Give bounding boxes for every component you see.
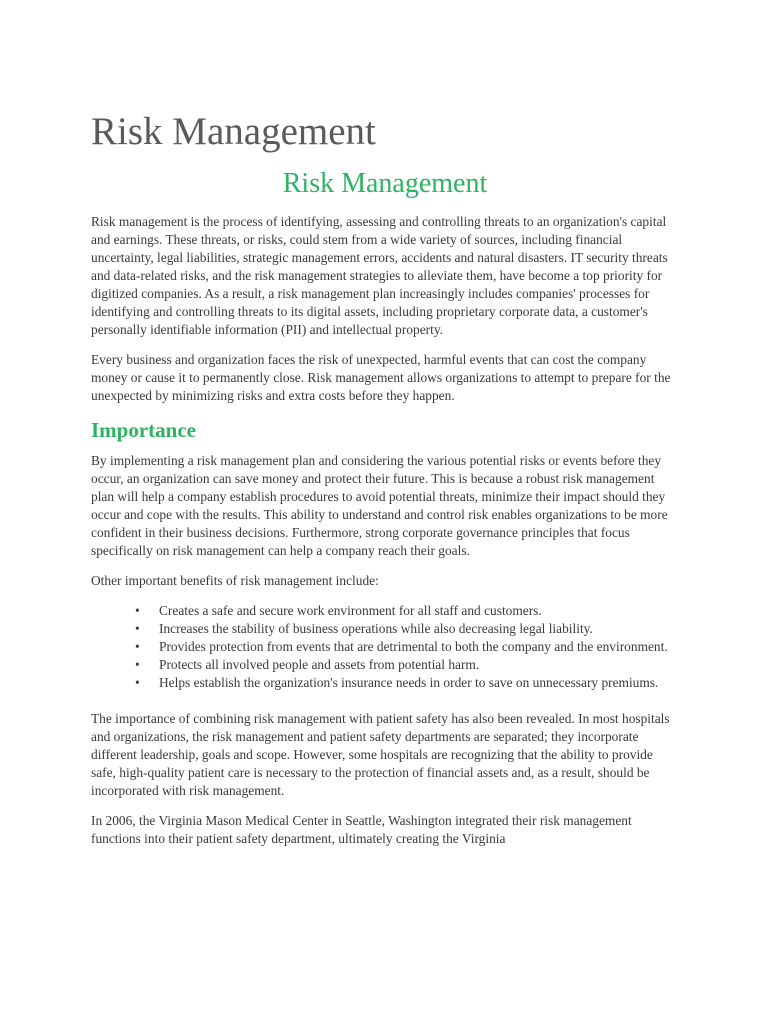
- section-title: Risk Management: [282, 168, 488, 199]
- closing-paragraph: The importance of combining risk management with patient safety has also been revealed. In most hospitals and organizations, the risk management and patient safety departments are separated; they incorporate different leadership, goals and scope. However, some hospitals are recognizing that the ability to provide safe, high-quality patient care is necessary to the protection of financial assets and, as a result, should be incorporated with risk management.: [91, 711, 670, 798]
- document-title: Risk Management: [91, 110, 376, 153]
- benefits-intro: Other important benefits of risk management include:: [91, 573, 379, 588]
- list-item: [135, 656, 679, 674]
- bullet-icon: •: [135, 657, 140, 672]
- list-item: [135, 638, 679, 656]
- bullet-icon: •: [135, 621, 140, 636]
- list-item-text: Protects all involved people and assets from potential harm.: [159, 657, 480, 672]
- list-item-text: Provides protection from events that are detrimental to both the company and the environment.: [159, 639, 668, 654]
- document-body: [91, 213, 679, 860]
- importance-paragraph: By implementing a risk management plan and considering the various potential risks or events before they occur, an organization can save money and protect their future. This is because a robust risk management plan will help a company establish procedures to avoid potential threats, minimize their impact should they occur and cope with the results. This ability to understand and control risk enables organizations to be more confident in their business decisions. Furthermore, strong corporate governance principles that focus specifically on risk management can help a company reach their goals.: [91, 453, 668, 558]
- intro-paragraph: Risk management is the process of identifying, assessing and controlling threats to an organization's capital and earnings. These threats, or risks, could stem from a wide variety of sources, including financial uncertainty, legal liabilities, strategic management errors, accidents and natural disasters. IT security threats and data-related risks, and the risk management strategies to alleviate them, have become a top priority for digitized companies. As a result, a risk management plan increasingly includes companies' processes for identifying and controlling threats to its digital assets, including proprietary corporate data, a customer's personally identifiable information (PII) and intellectual property.: [91, 214, 668, 337]
- bullet-icon: •: [135, 675, 140, 690]
- list-item-text: Creates a safe and secure work environment for all staff and customers.: [159, 603, 542, 618]
- intro-paragraph: Every business and organization faces the risk of unexpected, harmful events that can cost the company money or cause it to permanently close. Risk management allows organizations to attempt to prepare for the unexpected by minimizing risks and extra costs before they happen.: [91, 352, 671, 403]
- importance-heading: Importance: [91, 418, 196, 442]
- benefits-list: [91, 602, 679, 692]
- list-item: [135, 602, 679, 620]
- bullet-icon: •: [135, 603, 140, 618]
- list-item: [135, 674, 679, 692]
- list-item-text: Helps establish the organization's insurance needs in order to save on unnecessary premiums.: [159, 675, 659, 690]
- bullet-icon: •: [135, 639, 140, 654]
- list-item: [135, 620, 679, 638]
- closing-paragraph: In 2006, the Virginia Mason Medical Center in Seattle, Washington integrated their risk management functions into their patient safety department, ultimately creating the Virginia: [91, 813, 632, 846]
- list-item-text: Increases the stability of business operations while also decreasing legal liability.: [159, 621, 593, 636]
